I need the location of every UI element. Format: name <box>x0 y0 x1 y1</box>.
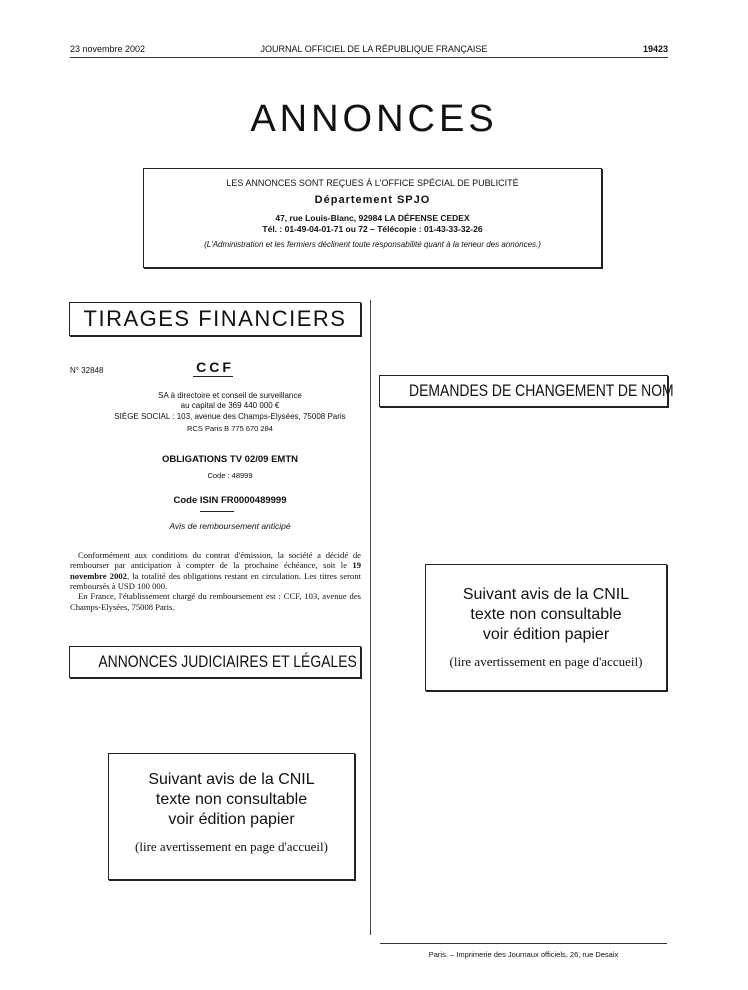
info-department: Département SPJO <box>314 194 431 207</box>
ad-paragraph: Conformément aux conditions du contrat d'émission, la société a décidé de rembourser par anticipation à compter de la prochaine échéance, soit le 19 novembre 2002, la totalité des obligations restant en circulation. Les titres seront remboursés à USD 100 000. <box>70 550 362 591</box>
section-heading-tirages: TIRAGES FINANCIERS <box>69 302 361 336</box>
ad-desc-line: RCS Paris B 775 670 284 <box>187 424 273 434</box>
ad-number: N° 32848 <box>70 366 104 375</box>
section-heading-demandes: DEMANDES DE CHANGEMENT DE NOM <box>379 375 668 407</box>
column-divider <box>370 300 371 935</box>
ad-company-name: CCF <box>196 359 234 375</box>
cnil-line: texte non consultable <box>155 791 308 808</box>
cnil-line: Suivant avis de la CNIL <box>148 771 315 788</box>
ad-code: Code : 48999 <box>207 471 253 480</box>
ad-desc-line: SIÈGE SOCIAL : 103, avenue des Champs-Elysées, 75008 Paris <box>114 411 346 421</box>
ad-isin-rule <box>200 511 234 512</box>
info-line: LES ANNONCES SONT REÇUES À L'OFFICE SPÉCIAL DE PUBLICITÉ <box>226 178 519 188</box>
cnil-note: (lire avertissement en page d'accueil) <box>449 654 643 669</box>
info-address: 47, rue Louis-Blanc, 92984 LA DÉFENSE CEDEX <box>275 213 470 223</box>
header-rule <box>70 57 668 58</box>
ad-date: 19 novembre 2002 <box>70 560 361 581</box>
ad-body <box>70 550 361 612</box>
cnil-line: texte non consultable <box>470 606 622 623</box>
ad-desc-line: SA à directoire et conseil de surveillance <box>158 391 302 400</box>
header-page-number: 19423 <box>642 44 668 54</box>
info-box <box>143 168 602 268</box>
ad-isin: Code ISIN FR0000489999 <box>173 495 287 506</box>
cnil-notice-right <box>425 564 667 691</box>
header-date: 23 novembre 2002 <box>70 44 146 54</box>
footer-imprint: Paris. – Imprimerie des Journaux officiels, 26, rue Desaix <box>428 950 619 959</box>
ad-obligations: OBLIGATIONS TV 02/09 EMTN <box>161 454 298 465</box>
info-phones: Tél. : 01-49-04-01-71 ou 72 – Télécopie : 01-43-33-32-26 <box>262 223 483 234</box>
ad-desc-line: au capital de 369 440 000 € <box>180 401 280 411</box>
footer-rule <box>380 943 667 944</box>
cnil-note: (lire avertissement en page d'accueil) <box>135 839 328 854</box>
page-title: ANNONCES <box>250 98 498 140</box>
ad-paragraph: En France, l'établissement chargé du remboursement est : CCF, 103, avenue des Champs-Elysées, 75008 Paris. <box>70 591 361 612</box>
ad-company-description <box>95 391 365 434</box>
ad-avis: Avis de remboursement anticipé <box>169 521 291 531</box>
info-disclaimer: (L'Administration et les fermiers déclinent toute responsabilité quant à la teneur des annonces.) <box>204 240 541 250</box>
cnil-line: voir édition papier <box>482 626 610 643</box>
cnil-line: voir édition papier <box>168 811 295 828</box>
ad-company-rule <box>193 376 233 377</box>
header-journal-name: JOURNAL OFFICIEL DE LA RÉPUBLIQUE FRANÇAISE <box>260 44 488 54</box>
cnil-line: Suivant avis de la CNIL <box>462 586 630 603</box>
section-heading-annonces-judiciaires: ANNONCES JUDICIAIRES ET LÉGALES <box>69 646 361 678</box>
cnil-notice-left <box>108 753 355 880</box>
